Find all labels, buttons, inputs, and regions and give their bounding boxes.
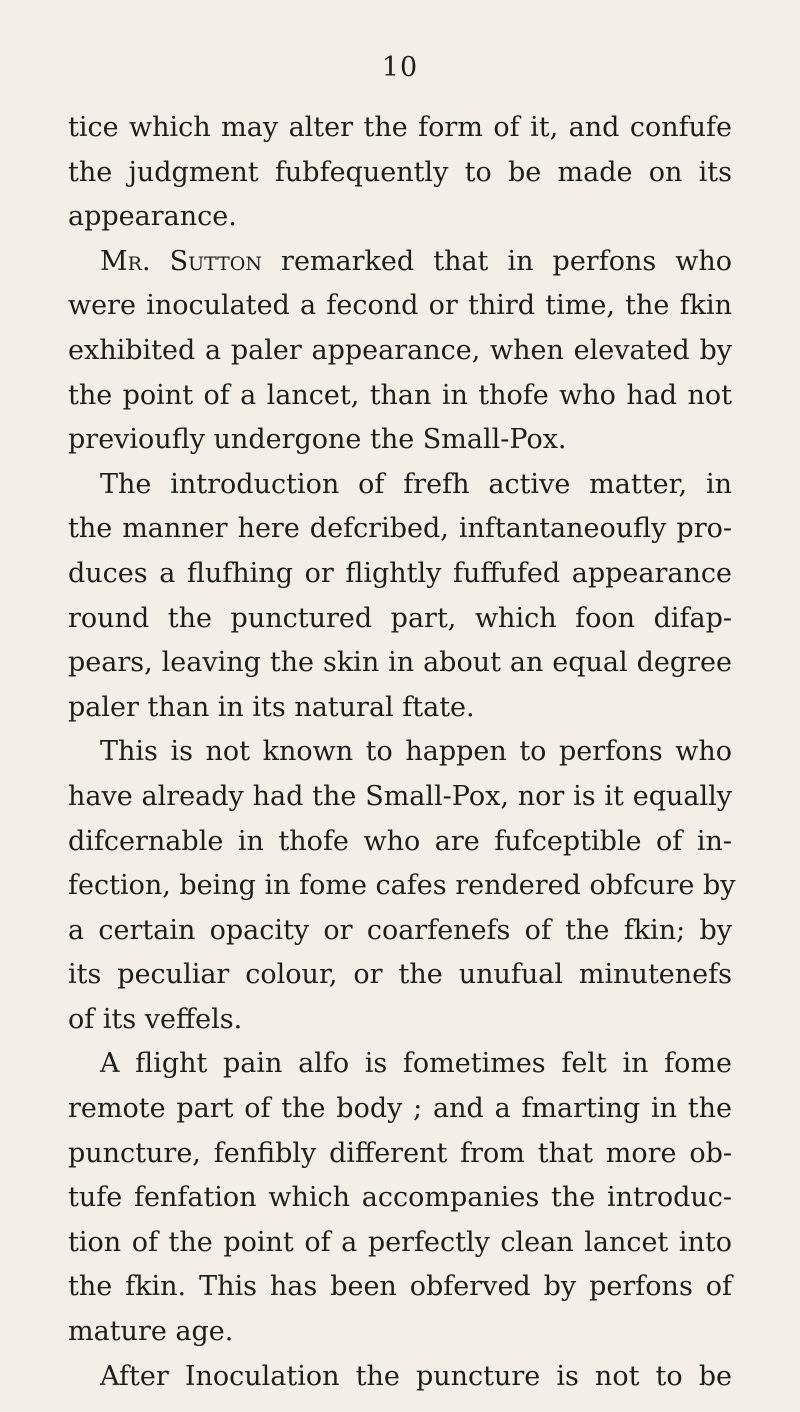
text-line: exhibited a paler appearance, when elevated by [68,334,732,366]
text-line: the manner here defcribed, inftantaneoufly pro- [68,513,732,545]
text-line: tice which may alter the form of it, and confufe [68,112,732,143]
text-line: tufe fenfation which accompanies the introduc- [68,1182,732,1214]
page-number: 10 [381,52,419,83]
text-line: a certain opacity or coarfenefs of the fkin; by [68,914,732,946]
text-line: the judgment fubfequently to be made on its [68,156,732,188]
text-line: difcernable in thofe who are fufceptible of in- [68,825,732,857]
text-line: remote part of the body ; and a fmarting in the [68,1093,732,1125]
text-line: of its veffels. [68,1003,243,1035]
body-text [68,106,736,1399]
text-line: paler than in its natural ftate. [68,691,475,723]
text-line [68,240,732,285]
text-line: pears, leaving the skin in about an equal degree [68,647,732,679]
text-line: round the punctured part, which foon difap- [68,602,732,634]
text-line: appearance. [68,201,237,233]
text-line: puncture, fenfibly different from that more ob- [68,1137,732,1169]
text-line: This is not known to happen to perfons who [100,736,732,768]
text-line: duces a flufhing or flightly fuffufed appearance [68,557,732,589]
text-line: the point of a lancet, than in thofe who had not [68,379,732,411]
text-line: The introduction of frefh active matter, in [100,468,732,500]
text-line: mature age. [68,1316,234,1348]
text-line: were inoculated a fecond or third time, the fkin [68,290,732,322]
text-span: remarked that in perfons who [262,245,732,277]
text-line: have already had the Small-Pox, nor is it equally [68,780,732,812]
text-line: A flight pain alfo is fometimes felt in fome [100,1048,732,1080]
text-line: tion of the point of a perfectly clean lancet into [68,1226,732,1258]
text-line: After Inoculation the puncture is not to be [100,1360,732,1392]
text-line: fection, being in fome cafes rendered obfcure by [68,870,736,902]
text-line: the fkin. This has been obferved by perfons of [68,1271,732,1303]
text-line: previoufly undergone the Small-Pox. [68,424,567,456]
text-line: its peculiar colour, or the unufual minutenefs [68,959,732,991]
author-name: Mr. Sutton [100,245,262,277]
